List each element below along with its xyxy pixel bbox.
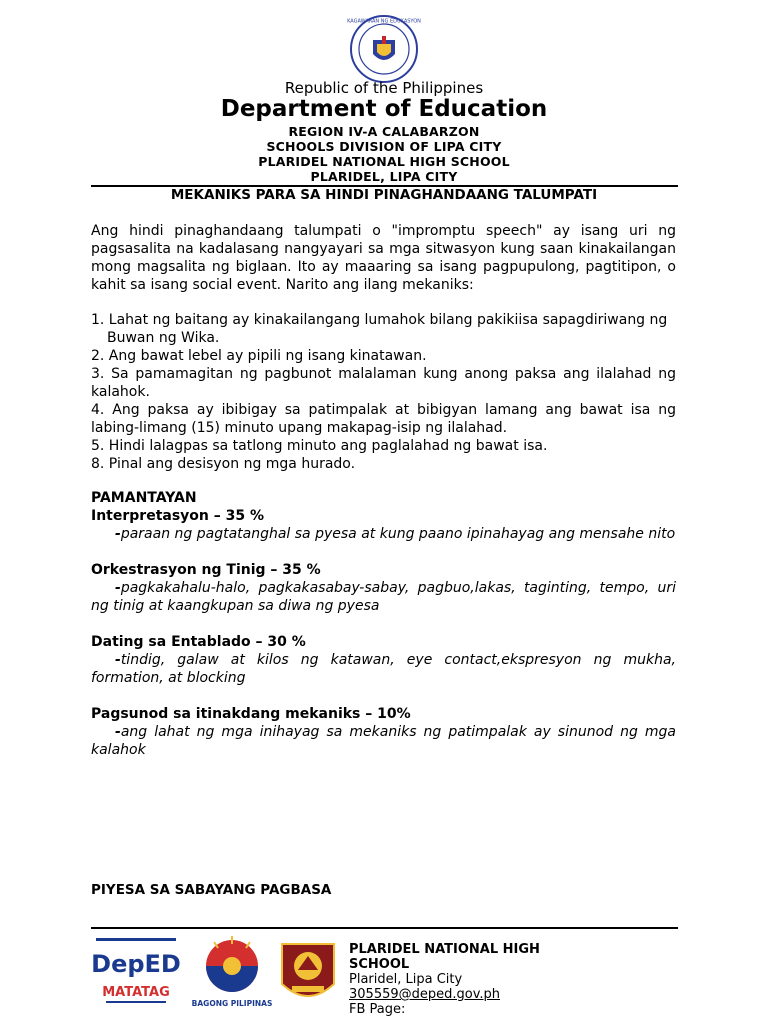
seal-text: KAGAWARAN NG EDUKASYON [347, 18, 421, 25]
criterion-title: Pagsunod sa itinakdang mekaniks – 10% [91, 706, 411, 722]
criterion-description: -tindig, galaw at kilos ng katawan, eye contact,ekspresyon ng mukha, formation, at blocking [91, 652, 676, 686]
criterion-description: -pagkakahalu-halo, pagkakasabay-sabay, pagbuo,lakas, taginting, tempo, uri ng tinig at kaangkupan sa diwa ng pyesa [91, 580, 676, 614]
intro-paragraph: Ang hindi pinaghandaang talumpati o "impromptu speech" ay isang uri ng pagsasalita na kadalasang nangyayari sa mga sitwasyon kung saan kinakailangan mong magsalita ng biglaan. Ito ay maaaring sa isang pagpupulong, pagtitipon, o kahit sa isang social event. Narito ang ilang mekaniks: [91, 223, 676, 293]
criterion-description: -paraan ng pagtatanghal sa pyesa at kung paano ipinahayag ang mensahe nito [115, 526, 676, 542]
footer-fb-page[interactable]: FB Page: [349, 1002, 406, 1017]
mechanics-list [91, 311, 676, 473]
document-title: MEKANIKS PARA SA HINDI PINAGHANDAANG TALUMPATI [170, 187, 598, 203]
region-line: REGION IV-A CALABARZON [288, 124, 480, 139]
mechanics-item: 2. Ang bawat lebel ay pipili ng isang kinatawan. [91, 348, 427, 364]
republic-line: Republic of the Philippines [284, 79, 484, 97]
deped-seal-icon [349, 14, 419, 84]
school-line: PLARIDEL NATIONAL HIGH SCHOOL [258, 154, 510, 169]
school-logo [278, 940, 338, 1008]
bagong-pilipinas-logo [191, 934, 273, 1010]
criteria-heading: PAMANTAYAN [91, 490, 197, 506]
footer-divider [91, 927, 678, 929]
mechanics-item: 4. Ang paksa ay ibibigay sa patimpalak at bibigyan lamang ang bawat isa ng labing-limang (15) minuto upang makapag-isip ng ilalahad. [91, 402, 676, 436]
criterion-description: -ang lahat ng mga inihayag sa mekaniks ng patimpalak ay sinunod ng mga kalahok [91, 724, 676, 758]
footer-school-name: PLARIDEL NATIONAL HIGH [349, 942, 540, 957]
criterion-title: Interpretasyon – 35 % [91, 508, 265, 524]
criterion-title: Dating sa Entablado – 30 % [91, 634, 306, 650]
mechanics-item: 1. Lahat ng baitang ay kinakailangang lumahok bilang pakikiisa sapagdiriwang ng Buwan ng Wika. [91, 312, 668, 346]
mechanics-item: 8. Pinal ang desisyon ng mga hurado. [91, 456, 356, 472]
location-line: PLARIDEL, LIPA CITY [310, 169, 458, 184]
svg-text:MATATAG: MATATAG [102, 985, 170, 1000]
deped-matatag-logo [91, 938, 181, 1010]
criteria-section [91, 489, 676, 759]
footer-address: Plaridel, Lipa City [349, 972, 463, 987]
department-title: Department of Education [220, 96, 548, 122]
mechanics-item: 5. Hindi lalagpas sa tatlong minuto ang paglalahad ng bawat isa. [91, 438, 548, 454]
criterion-title: Orkestrasyon ng Tinig – 35 % [91, 562, 321, 578]
piyesa-heading: PIYESA SA SABAYANG PAGBASA [91, 882, 332, 898]
division-line: SCHOOLS DIVISION OF LIPA CITY [266, 139, 502, 154]
school-contact-block: PLARIDEL NATIONAL HIGH SCHOOL Plaridel, Lipa City 305559@deped.gov.ph FB Page: [349, 942, 569, 1017]
footer-email-link[interactable]: 305559@deped.gov.ph [349, 987, 501, 1002]
svg-text:BAGONG PILIPINAS: BAGONG PILIPINAS [191, 999, 273, 1008]
mechanics-item: 3. Sa pamamagitan ng pagbunot malalaman kung anong paksa ang ilalahad ng kalahok. [91, 366, 676, 400]
svg-text:DepED: DepED [91, 950, 181, 978]
